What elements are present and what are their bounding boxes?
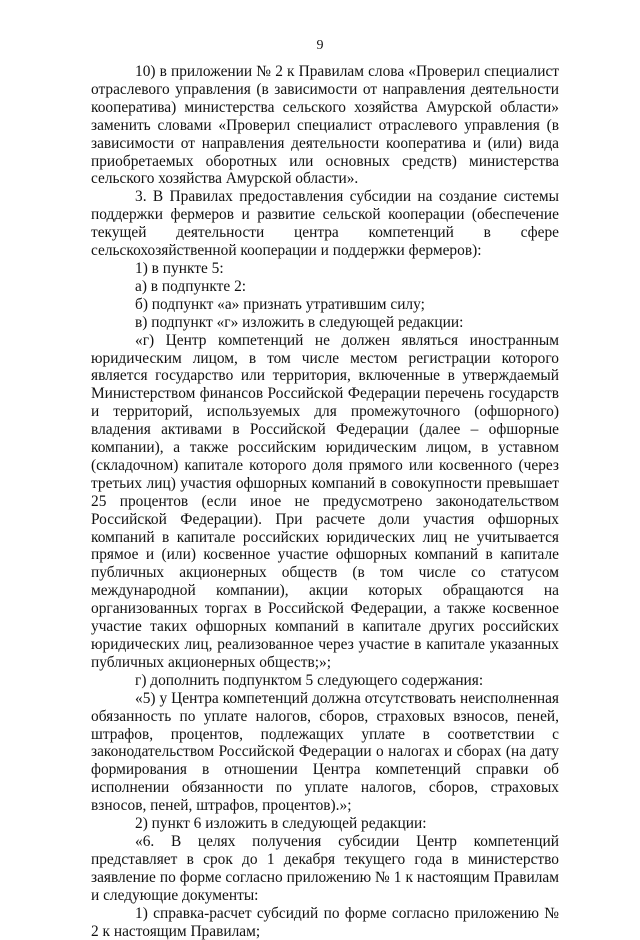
paragraph-quote-5: «5) у Центра компетенций должна отсутствовать неисполненная обязанность по уплате налогов, сборов, страховых взносов, пеней, штрафов, процентов, подлежащих уплате в соответствии с законодательством Российской Федерации о налогах и сборах (на дату формирования в отношении Центра компетенций справки об исполнении обязанности по уплате налогов, сборов, страховых взносов, пеней, штрафов, процентов).»; bbox=[91, 689, 559, 815]
paragraph-section-3: 3. В Правилах предоставления субсидии на создание системы поддержки фермеров и развитие сельской кооперации (обеспечение текущей деятельности центра компетенций в сфере сельскохозяйственной кооперации и поддержки фермеров): bbox=[91, 188, 559, 260]
paragraph-subitem-g: г) дополнить подпунктом 5 следующего содержания: bbox=[135, 671, 484, 689]
paragraph-amendment-10: 10) в приложении № 2 к Правилам слова «Проверил специалист отраслевого управления (в зависимости от направления деятельности кооператива) министерства сельского хозяйства Амурской области» заменить словами «Проверил специалист отраслевого управления (в зависимости от направления деятельности кооператива и (или) вида приобретаемых оборотных или основных средств) министерства сельского хозяйства Амурской области». bbox=[91, 63, 559, 188]
paragraph-quote-6: «6. В целях получения субсидии Центр компетенций представляет в срок до 1 декабря текущего года в министерство заявление по форме согласно приложению № 1 к настоящим Правилам и следующие документы: bbox=[91, 832, 559, 904]
paragraph-item-2: 2) пункт 6 изложить в следующей редакции: bbox=[135, 815, 427, 833]
paragraph-item-1: 1) в пункте 5: bbox=[135, 259, 224, 277]
paragraph-quote-g: «г) Центр компетенций не должен являться иностранным юридическим лицом, в том числе местом регистрации которого является государство или территория, включенные в утверждаемый Министерством финансов Российской Федерации перечень государств и территорий, используемых для промежуточного (офшорного) владения активами в Российской Федерации (далее – офшорные компании), а также российским юридическим лицом, в уставном (складочном) капитале которого доля прямого или косвенного (через третьих лиц) участия офшорных компаний в совокупности превышает 25 процентов (если иное не предусмотрено законодательством Российской Федерации). При расчете доли участия офшорных компаний в капитале российских юридических лиц не учитывается прямое и (или) косвенное участие офшорных компаний в капитале публичных акционерных обществ (в том числе со статусом международной компании), акции которых обращаются на организованных торгах в Российской Федерации, а также косвенное участие таких офшорных компаний в капитале других российских юридических лиц, реализованное через участие в капитале указанных публичных акционерных обществ;»; bbox=[91, 331, 559, 671]
page-number: 9 bbox=[316, 38, 324, 53]
document-body bbox=[91, 63, 559, 940]
paragraph-subitem-a: а) в подпункте 2: bbox=[135, 277, 247, 295]
paragraph-document-1: 1) справка-расчет субсидий по форме согласно приложению № 2 к настоящим Правилам; bbox=[91, 904, 559, 940]
paragraph-subitem-b: б) подпункт «а» признать утратившим силу; bbox=[135, 295, 425, 313]
paragraph-subitem-v: в) подпункт «г» изложить в следующей редакции: bbox=[135, 313, 464, 331]
